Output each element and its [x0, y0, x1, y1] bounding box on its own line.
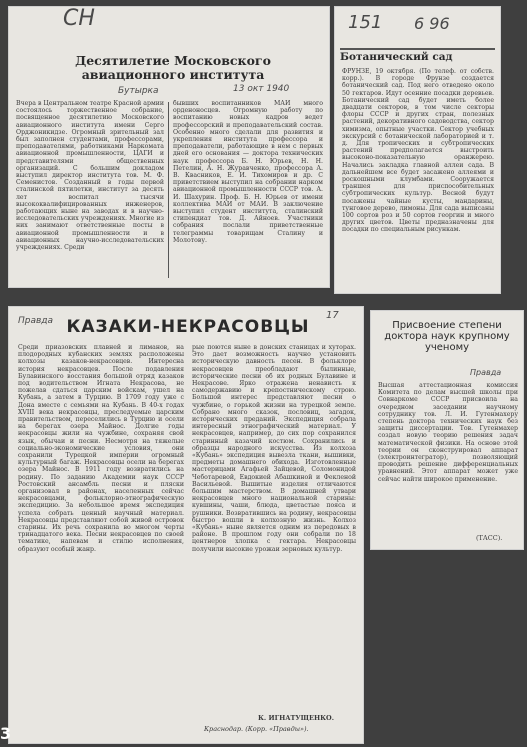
handwritten-date: 13 окт 1940 — [233, 84, 290, 94]
handwritten-publication: Правда — [18, 316, 54, 326]
handwritten-code: 6 96 — [414, 14, 450, 33]
author-location: Краснодар. (Корр. «Правды»). — [204, 725, 309, 733]
handwritten-publication: Правда — [470, 368, 502, 377]
page-number: 3 — [0, 724, 12, 743]
title-rule — [340, 48, 495, 50]
clipping-botanical-garden — [334, 6, 501, 294]
clipping-doctoral-degree — [370, 310, 524, 550]
article-column: ФРУНЗЕ, 19 октября. (По телеф. от собств. корр.). В городе Фрунзе создается ботанический сад. Под него отведено около 50 гектаров. Идут осенние посадки деревьев. Ботанический сад будет иметь более двадцати секторов, в том числе секторы флоры СССР и других стран, полезных растений, декоративного садоводства, сектор химизма, опытные участки. Сектор учебных экскурсий с ботанической лабораторией и т. д. Для тропических и субтропических растений предполагается выстроить высоконо-показательную оранжерею. Начались закладка главной аллеи сада. В дальнейшем все будет засажено аллеями и роскошными клумбами. Сооружается траншея для приспособительных субтропических культур. Весной будут посажены чайные кусты, мандарины, тунговое дерево, лимоны. Для сада выписаны 100 сортов роз и 50 сортов георгин и много других цветов. Цветы предназначены для посадки по специальным рисункам. — [342, 68, 494, 234]
article-title: КАЗАКИ-НЕКРАСОВЦЫ — [66, 317, 310, 337]
article-column-right: бывших воспитанников МАИ много орденоносцев. Огромную работу по воспитанию новых кадров ведет профессорский и преподавательский состав. Особенно много сделали для развития и укрепления института профессора и преподаватели, работающие в нем с первых дней его основания — доктора технических наук профессора Б. Н. Юрьев, Н. Н. Петелин, А. Н. Журавченко, профессора А. В. Квасников, Е. И. Тихомиров и др. С приветствием выступил на собрании нарком авиационной промышленности СССР тов. А. И. Шахурин. Проф. Б. Н. Юрьев от имени коллектива МАИ от МАИ. В заключение выступил студент института, сталинский стипендиат тов. Д. Айноев. Участники собрания послали приветственные телеграммы товарищам Сталину и Молотову. — [173, 100, 323, 244]
handwritten-mark-top: СН — [63, 6, 95, 31]
clipping-mai-anniversary — [8, 6, 330, 288]
handwritten-number: 151 — [348, 12, 383, 33]
article-column-right: рые поются ныне в донских станицах и хуторах. Это дает возможность научно установить историческую давность песен. В фольклоре некрасовцев преобладают былинные, исторические песни об их родных Булавине и Некрасове. Ярко отражена ненависть к самодержавию и крепостническому строю. Большой интерес представляют песни о чужбине, о горькой жизни на турецкой земле. Собрано много сказок, пословиц, загадок, исторических преданий. Экспедиция собрала интересный этнографический материал. У некрасовцев, например, до сих пор сохранился старинный казачий костюм. Сохранились и образцы народного искусства. Из колхоза «Кубань» экспедиция вывезла ткани, вышивки, предметы домашнего обихода. Изготовленные мастерицами Агафьей Зайцевой, Соломонидой Чеботаревой, Евдокией Абашкиной и Фекленой Васильевой. Вышитые изделия отличаются большим мастерством. В домашней утвари некрасовцев много национальной старины: кувшины, чаши, блюда, цветастые пояса и рушники. Возвратившись на родину, некрасовцы быстро вошли в колхозную жизнь. Колхоз «Кубань» ныне является одним из передовых в районе. В прошлом году они собрали по 18 центнеров хлопка с гектара. Некрасовцы получили высокие урожаи зерновых культур. — [192, 344, 356, 553]
article-title: Десятилетие Московского авиационного института — [75, 53, 271, 82]
article-title: Присвоение степени доктора наук крупному ученому — [384, 320, 510, 353]
author-signature: К. ИГНАТУЩЕНКО. — [258, 714, 334, 722]
article-title: Ботанический сад — [340, 51, 453, 63]
tass-source: (ТАСС). — [476, 534, 503, 542]
handwritten-number: 17 — [326, 310, 339, 321]
article-column-left: Вчера в Центральном театре Красной армии состоялось торжественное собрание, посвященное десятилетию Московского авиационного института имени Серго Орджоникидзе. Огромный зрительный зал был заполнен студентами, профессорами, преподавателями, работниками Наркомата авиационной промышленности, ЦАГИ и представителями общественных организаций. С большим докладом выступил директор института тов. М. Ф. Семенистов. Созданный в годы первой сталинской пятилетки, институт за десять лет воспитал тысячи высококвалифицированных инженеров, работающих ныне на заводах и в научно-исследовательских учреждениях. Многие из них занимают ответственные посты в авиационной промышленности и в авиационных научно-исследовательских учреждениях. Среди — [16, 100, 164, 252]
article-column: Высшая аттестационная комиссия Комитета по делам высшей школы при Совнаркоме СССР присвоила на очередном заседании научному сотруднику тов. Л. И. Гутенмахеру степень доктора технических наук без защиты диссертации. Тов. Гутенмахер создал новую теорию решения задач математической физики. На основе этой теории он сконструировал аппарат (электроинтегратор), позволяющий проводить решение дифференциальных уравнений. Этот аппарат может уже сейчас найти широкое применение. — [378, 382, 518, 483]
column-divider — [168, 102, 169, 278]
clipping-kazaki-nekrasovtsy — [8, 306, 364, 744]
handwritten-publication: Бутырка — [118, 86, 159, 96]
article-column-left: Среди приазовских плавней и лиманов, на плодородных кубанских землях расположены колхозы казаков-некрасовцев. Интересна история некрасовцев. После подавления Булавинского восстания большой отряд казаков под водительством Игната Некрасова, не пожелав сдаться царским войскам, ушел на Кубань, а затем в Турцию. В 1709 году уже с Дона вместе с семьями на Кубань. В 40-х годах XVIII века некрасовцы, преследуемые царским правительством, переселились в Турцию и осели на берегах озера Майнос. Долгие годы некрасовцы жили на чужбине, сохраняя свой язык, обычаи и песни. Несмотря на тяжелые социально-экономические условия, они сохранили Турецкой империи огромный культурный багаж. Некрасовцы осели на берегах озера Майнос. В 1911 году возвратились на родину. По заданию Академии наук СССР Ростовский ансамбль песни и пляски организовал в районах, населенных сейчас некрасовцами, фольклорно-этнографическую экспедицию. За небольшое время экспедиция успела собрать ценный научный материал. Некрасовцы представляют собой живой островок старины. Их речь сохранила во многом черты тринадцатого века. Песни некрасовцев по своей тематике, напевам и стилю исполнения, образуют особый жанр. — [18, 344, 184, 553]
